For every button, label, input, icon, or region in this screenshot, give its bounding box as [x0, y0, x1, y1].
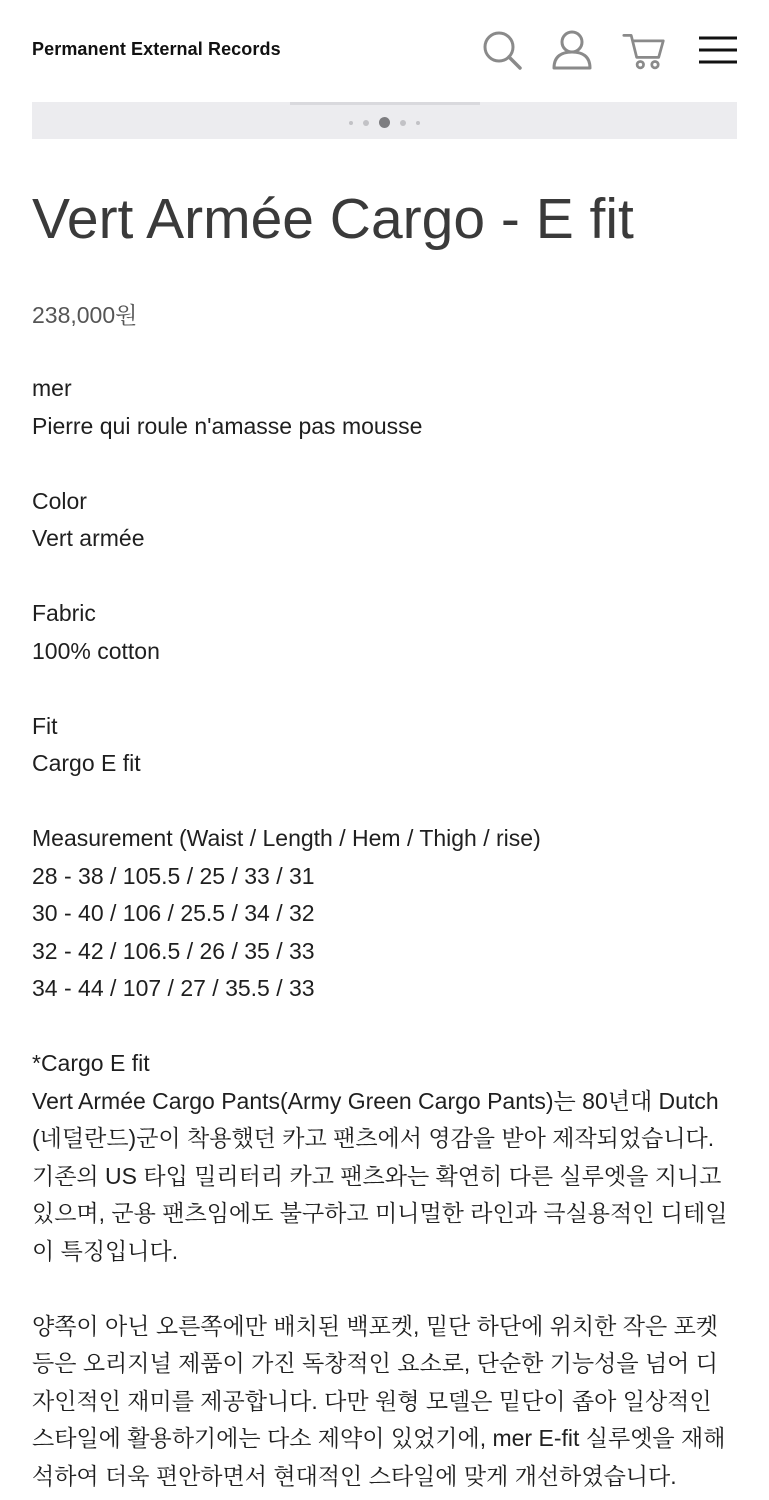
- product-image-gallery[interactable]: [32, 102, 737, 139]
- fabric-label: Fabric: [32, 600, 96, 626]
- measurement-row: 30 - 40 / 106 / 25.5 / 34 / 32: [32, 900, 315, 926]
- gallery-pagination: [32, 117, 737, 128]
- gallery-dot-4[interactable]: [400, 120, 406, 126]
- user-icon: [550, 28, 594, 72]
- product-description: [32, 370, 737, 1495]
- search-icon: [480, 28, 524, 72]
- brand-tagline: Pierre qui roule n'amasse pas mousse: [32, 412, 423, 439]
- fit-note-label: *Cargo E fit: [32, 1050, 150, 1076]
- measurement-row: 32 - 42 / 106.5 / 26 / 35 / 33: [32, 937, 315, 964]
- search-button[interactable]: [480, 28, 524, 72]
- brand-logo-link[interactable]: Permanent External Records: [32, 39, 281, 59]
- menu-icon: [697, 32, 739, 68]
- color-value: Vert armée: [32, 525, 145, 551]
- color-label: Color: [32, 487, 87, 514]
- gallery-dot-1[interactable]: [349, 121, 353, 125]
- description-paragraph-2: 양쪽이 아닌 오른쪽에만 배치된 백포켓, 밑단 하단에 위치한 작은 포켓 등은 오리지널 제품이 가진 독창적인 요소로, 단순한 기능성을 넘어 디자인적인 재미를 제공합니다. 다만 원형 모델은 밑단이 좁아 일상적인 스타일에 활용하기에는 다소 제약이 있었기에, mer E-fit 실루엣을 재해석하여 더욱 편안하면서 현대적인 스타일에 맞게 개선하였습니다.: [32, 1312, 726, 1489]
- product-price: 238,000원: [32, 302, 138, 328]
- site-header: [0, 0, 769, 100]
- cart-icon: [622, 28, 666, 72]
- measurement-row: 34 - 44 / 107 / 27 / 35.5 / 33: [32, 975, 315, 1001]
- gallery-dot-5[interactable]: [416, 121, 420, 125]
- fit-value: Cargo E fit: [32, 750, 141, 776]
- gallery-dot-2[interactable]: [363, 120, 369, 126]
- cart-button[interactable]: [622, 28, 666, 72]
- brand-label: mer: [32, 375, 72, 401]
- description-paragraph-1: Vert Armée Cargo Pants(Army Green Cargo Pants)는 80년대 Dutch(네덜란드)군이 착용했던 카고 팬츠에서 영감을 받아 제작되었습니다. 기존의 US 타입 밀리터리 카고 팬츠와는 확연히 다른 실루엣을 지니고 있으며, 군용 팬츠임에도 불구하고 미니멀한 라인과 극실용적인 디테일이 특징입니다.: [32, 1087, 728, 1264]
- gallery-dot-3-active[interactable]: [379, 117, 390, 128]
- measurement-label: Measurement (Waist / Length / Hem / Thigh / rise): [32, 825, 541, 851]
- product-title: Vert Armée Cargo - E fit: [32, 187, 634, 251]
- product-image-edge: [290, 102, 480, 105]
- account-button[interactable]: [550, 28, 594, 72]
- fit-label: Fit: [32, 712, 58, 739]
- fabric-value: 100% cotton: [32, 637, 160, 664]
- menu-button[interactable]: [696, 28, 740, 72]
- measurement-row: 28 - 38 / 105.5 / 25 / 33 / 31: [32, 862, 315, 889]
